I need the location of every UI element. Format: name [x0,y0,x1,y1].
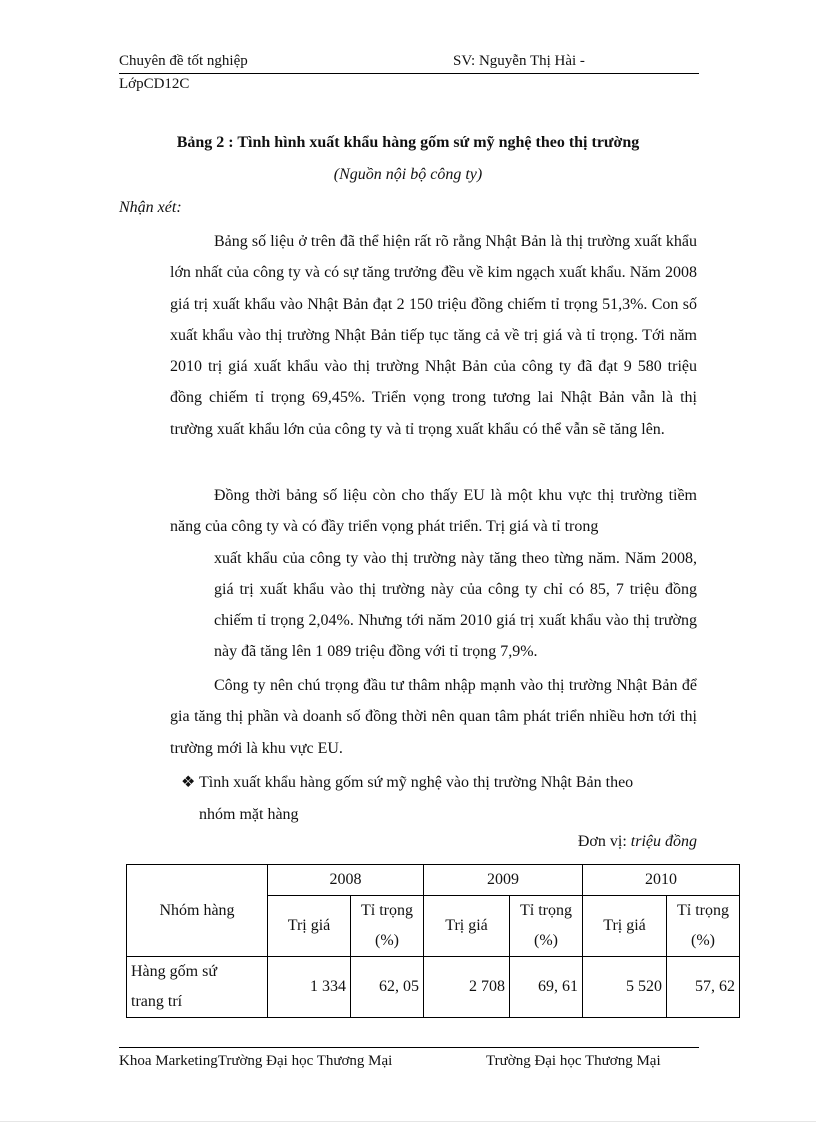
paragraph-1: Bảng số liệu ở trên đã thể hiện rất rõ rằng Nhật Bản là thị trường xuất khẩu lớn nhất của công ty và có sự tăng trưởng đều về kim ngạch xuất khẩu. Năm 2008 giá trị xuất khẩu vào Nhật Bản đạt 2 150 triệu đồng chiếm tỉ trọng 51,3%. Con số xuất khẩu vào thị trường Nhật Bản tiếp tục tăng cả về trị giá và tỉ trọng. Tới năm 2010 trị giá xuất khẩu vào thị trường Nhật Bản của công ty đã đạt 9 580 triệu đồng chiếm tỉ trọng 69,45%. Triển vọng trong tương lai Nhật Bản vẫn là thị trường xuất khẩu lớn của công ty và tỉ trọng xuất khẩu có thể vẫn sẽ tăng lên. [170,233,697,438]
row-group-name: Hàng gốm sứ trang trí [127,957,268,1018]
footer-right: Trường Đại học Thương Mại [486,1053,661,1069]
cell-share: 57, 62 [667,957,740,1018]
year-header: 2010 [583,865,740,896]
header-class-line: LớpCD12C [119,76,190,92]
export-table [126,864,740,1018]
cell-value: 5 520 [583,957,667,1018]
col-header-value: Trị giá [583,896,667,957]
page-bottom-divider [0,1121,816,1122]
col-header-share: Tỉ trọng (%) [667,896,740,957]
col-header-group: Nhóm hàng [127,865,268,957]
paragraph-2: Đồng thời bảng số liệu còn cho thấy EU là một khu vực thị trường tiềm năng của công ty và có đầy triển vọng phát triển. Trị giá và tỉ trong xuất khẩu của công ty vào thị trường này tăng theo từng năm. Năm 2008, giá trị xuất khẩu vào thị trường này của công ty chỉ có 85, 7 triệu đồng chiếm tỉ trọng 2,04%. Nhưng tới năm 2010 giá trị xuất khẩu vào thị trường này đã tăng lên 1 089 triệu đồng với tỉ trọng 7,9%. [170,480,697,668]
paragraph-3: Công ty nên chú trọng đầu tư thâm nhập mạnh vào thị trường Nhật Bản để gia tăng thị phần và doanh số đồng thời nên quan tâm phát triển nhiều hơn tới thị trường mới là khu vực EU. [170,677,697,757]
table-source: (Nguồn nội bộ công ty) [333,166,483,183]
page-header [119,53,699,74]
cell-share: 69, 61 [510,957,583,1018]
bullet-item: ❖ Tình xuất khẩu hàng gốm sứ mỹ nghệ vào thị trường Nhật Bản theo nhóm mặt hàng [181,767,697,831]
remark-label: Nhận xét: [119,199,182,216]
cell-share: 62, 05 [351,957,424,1018]
year-header: 2009 [424,865,583,896]
col-header-share: Tỉ trọng (%) [510,896,583,957]
year-header: 2008 [268,865,424,896]
col-header-value: Trị giá [268,896,351,957]
page-footer [119,1047,699,1069]
diamond-bullet-icon: ❖ [181,774,196,791]
col-header-value: Trị giá [424,896,510,957]
table-row [127,957,740,1018]
table-title: Bảng 2 : Tình hình xuất khẩu hàng gốm sứ mỹ nghệ theo thị trường [176,134,640,151]
cell-value: 1 334 [268,957,351,1018]
header-right: SV: Nguyễn Thị Hài - [453,53,585,69]
header-left: Chuyên đề tốt nghiệp [119,53,248,69]
col-header-share: Tỉ trọng (%) [351,896,424,957]
footer-left: Khoa MarketingTrường Đại học Thương Mại [119,1053,393,1069]
cell-value: 2 708 [424,957,510,1018]
unit-label: Đơn vị: triệu đồng [577,833,697,850]
paragraph-2-continued: xuất khẩu của công ty vào thị trường này tăng theo từng năm. Năm 2008, giá trị xuất khẩu vào thị trường này của công ty chỉ có 85, 7 triệu đồng chiếm tỉ trọng 2,04%. Nhưng tới năm 2010 giá trị xuất khẩu vào thị trường này đã tăng lên 1 089 triệu đồng với tỉ trọng 7,9%. [214,549,697,661]
